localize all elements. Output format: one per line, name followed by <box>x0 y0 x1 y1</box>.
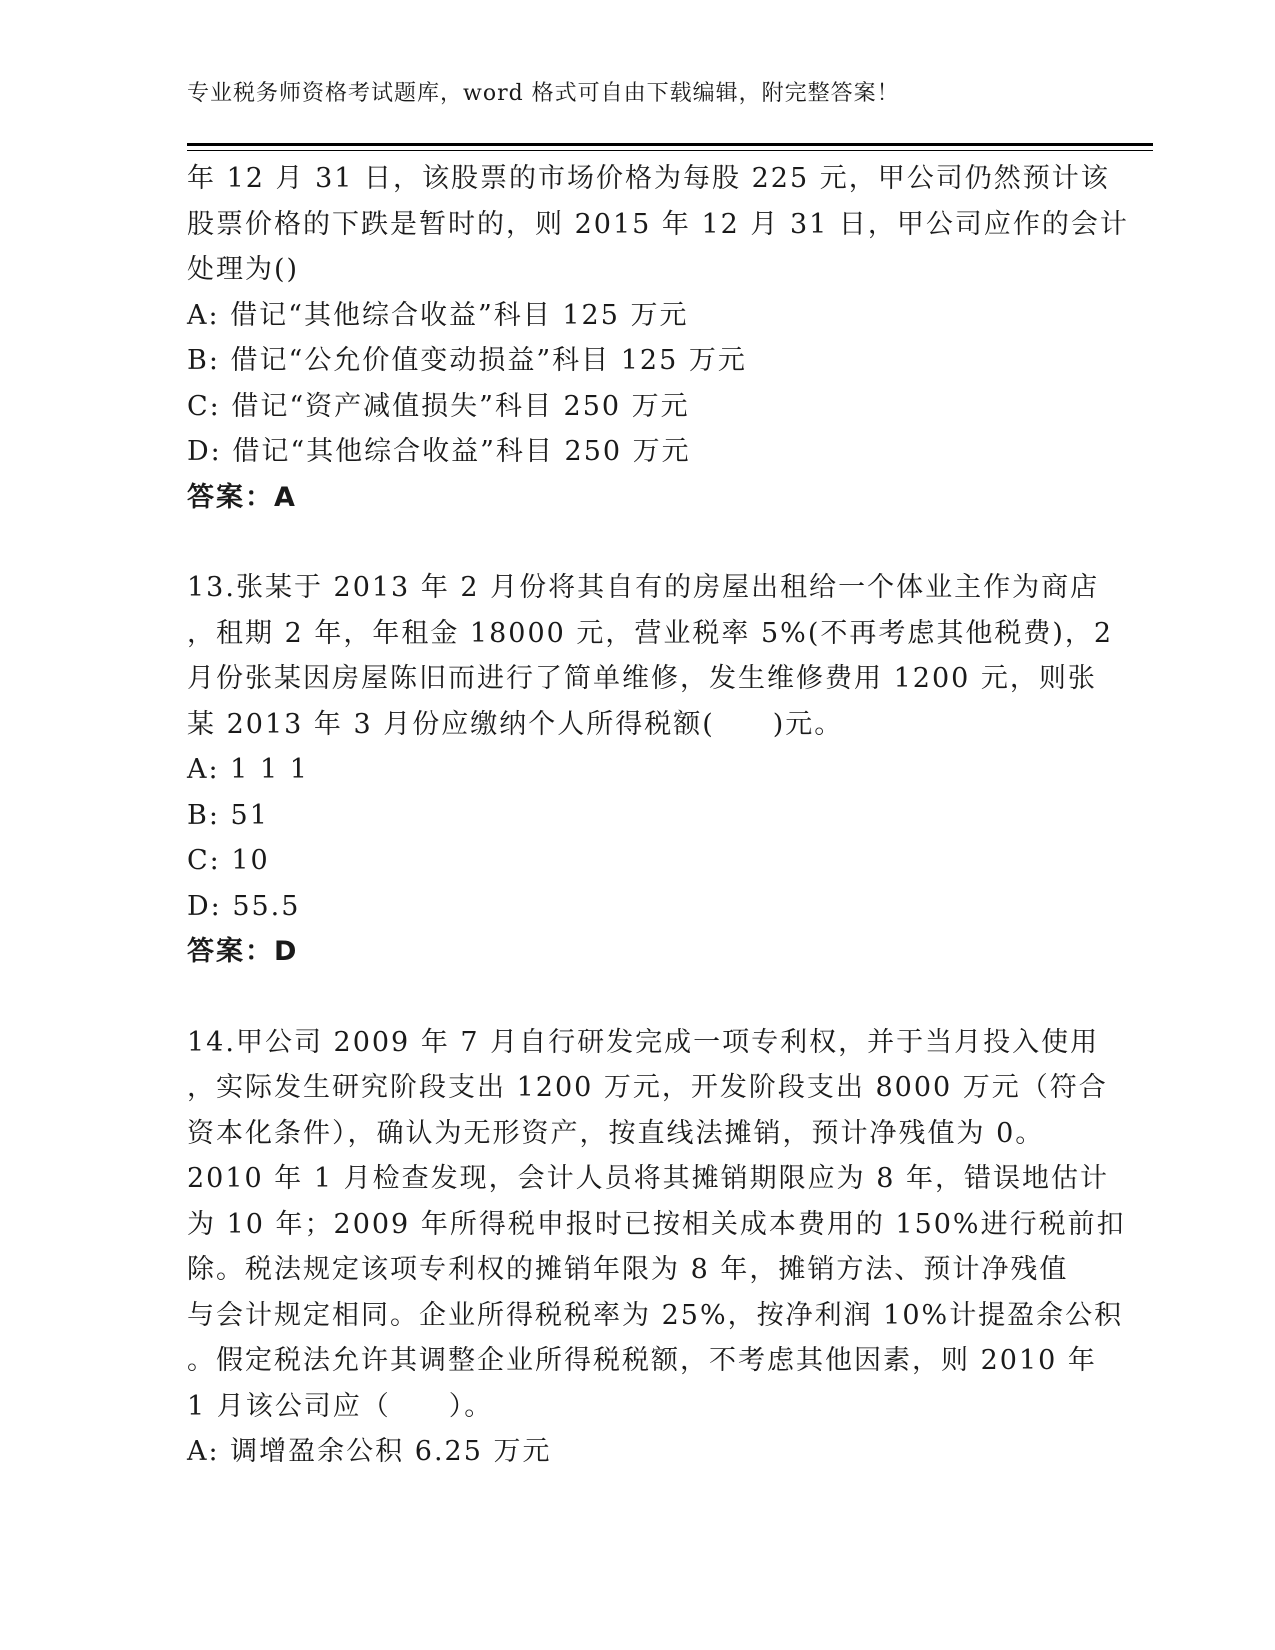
header-rule-thin <box>187 150 1153 151</box>
option-b: B: 51 <box>187 799 269 831</box>
question-stem-line: ，实际发生研究阶段支出 1200 万元，开发阶段支出 8000 万元（符合 <box>187 1072 1108 1103</box>
question-stem-line: ，租期 2 年，年租金 18000 元，营业税率 5%(不再考虑其他税费)，2 <box>187 617 1114 649</box>
document-body <box>187 156 1129 1475</box>
option-d: D: 借记“其他综合收益”科目 250 万元 <box>187 436 691 467</box>
question-stem-line: 资本化条件），确认为无形资产，按直线法摊销，预计净残值为 0。 <box>187 1117 1045 1149</box>
question-stem-line: 除。税法规定该项专利权的摊销年限为 8 年，摊销方法、预计净残值 <box>187 1254 1069 1285</box>
question-stem-line: 处理为() <box>187 254 300 285</box>
question-stem-line: 2010 年 1 月检查发现，会计人员将其摊销期限应为 8 年，错误地估计 <box>187 1163 1109 1194</box>
option-a: A: 借记“其他综合收益”科目 125 万元 <box>187 299 689 331</box>
question-stem-line: 年 12 月 31 日，该股票的市场价格为每股 225 元，甲公司仍然预计该 <box>187 163 1110 194</box>
option-d: D: 55.5 <box>187 890 301 922</box>
spacer <box>187 520 1087 565</box>
option-c: C: 借记“资产减值损失”科目 250 万元 <box>187 390 690 422</box>
question-stem-line: 股票价格的下跌是暂时的，则 2015 年 12 月 31 日，甲公司应作的会计 <box>187 208 1129 240</box>
header-rule-thick <box>187 143 1153 146</box>
question-stem-line: 1 月该公司应（ ）。 <box>187 1390 494 1422</box>
question-13 <box>187 565 1114 975</box>
spacer <box>187 975 1087 1020</box>
question-stem-line: 13.张某于 2013 年 2 月份将其自有的房屋出租给一个体业主作为商店 <box>187 572 1100 603</box>
question-stem-line: 与会计规定相同。企业所得税税率为 25%，按净利润 10%计提盈余公积 <box>187 1299 1124 1331</box>
answer-label: 答案：A <box>187 481 297 513</box>
option-b: B: 借记“公允价值变动损益”科目 125 万元 <box>187 345 747 376</box>
question-stem-line: 某 2013 年 3 月份应缴纳个人所得税额( )元。 <box>187 708 844 740</box>
question-12 <box>187 156 1129 520</box>
answer-label: 答案：D <box>187 936 299 967</box>
question-stem-line: 月份张某因房屋陈旧而进行了简单维修，发生维修费用 1200 元，则张 <box>187 663 1097 694</box>
page-header: 专业税务师资格考试题库，word 格式可自由下载编辑，附完整答案！ <box>187 81 900 106</box>
question-stem-line: 为 10 年；2009 年所得税申报时已按相关成本费用的 150%进行税前扣 <box>187 1208 1126 1240</box>
option-a: A: 1 1 1 <box>187 754 309 785</box>
question-stem-line: 。假定税法允许其调整企业所得税税额，不考虑其他因素，则 2010 年 <box>187 1345 1097 1376</box>
option-a: A: 调增盈余公积 6.25 万元 <box>187 1436 552 1467</box>
question-stem-line: 14.甲公司 2009 年 7 月自行研发完成一项专利权，并于当月投入使用 <box>187 1026 1100 1058</box>
question-14 <box>187 1020 1126 1475</box>
option-c: C: 10 <box>187 845 270 876</box>
